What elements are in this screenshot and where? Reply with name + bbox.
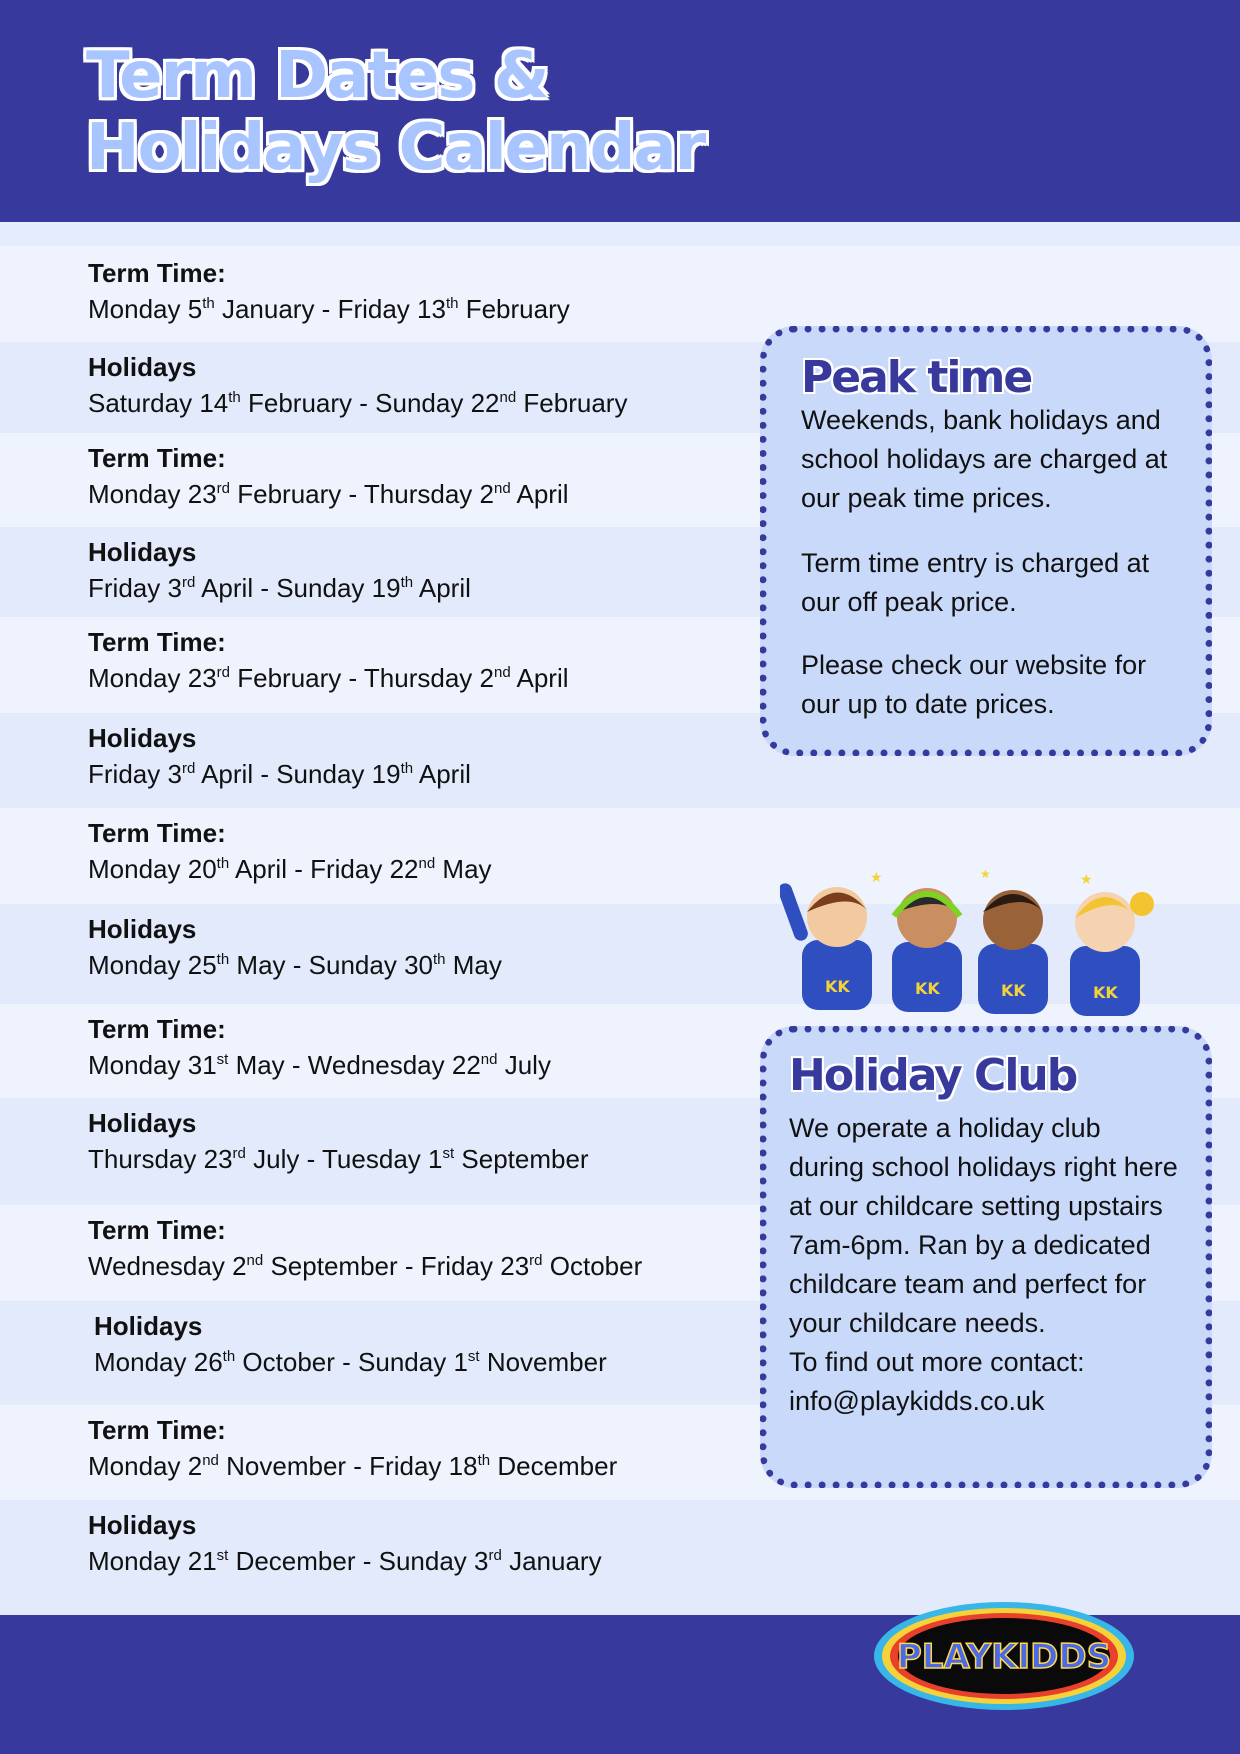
playkidds-logo: [872, 1600, 1136, 1712]
schedule-label: Term Time:: [88, 1415, 226, 1445]
page-title-line-1: Term Dates &: [86, 39, 548, 113]
peak-time-box: [760, 326, 1212, 756]
kid-1: [780, 881, 872, 1010]
schedule-dates: Monday 26th October - Sunday 1st November: [94, 1347, 607, 1377]
schedule-label: Term Time:: [88, 1014, 226, 1044]
schedule-label: Holidays: [88, 723, 197, 753]
schedule-label: Term Time:: [88, 1215, 226, 1245]
schedule-label: Holidays: [88, 352, 197, 382]
peak-time-title: Peak time: [801, 352, 1032, 403]
kid-badge-3: KK: [1001, 981, 1026, 1000]
kid-2: [892, 888, 962, 1012]
page-title: [86, 40, 704, 184]
schedule-label: Holidays: [88, 537, 197, 567]
holiday-club-contact-label: To find out more contact:: [789, 1347, 1085, 1377]
schedule-label: Term Time:: [88, 818, 226, 848]
schedule-label: Holidays: [94, 1311, 203, 1341]
page-title-line-2: Holidays Calendar: [86, 111, 705, 185]
schedule-dates: Monday 2nd November - Friday 18th December: [88, 1451, 618, 1481]
peak-time-text-2: Term time entry is charged at our off peak price.: [801, 548, 1150, 617]
schedule-dates: Monday 23rd February - Thursday 2nd April: [88, 663, 569, 693]
schedule-label: Holidays: [88, 1510, 197, 1540]
star-icon: ★: [1080, 871, 1093, 887]
schedule-label: Term Time:: [88, 443, 226, 473]
schedule-dates: Monday 31st May - Wednesday 22nd July: [88, 1050, 551, 1080]
schedule-dates: Monday 23rd February - Thursday 2nd April: [88, 479, 569, 509]
header-spacer: [0, 222, 1240, 246]
schedule-label: Term Time:: [88, 627, 226, 657]
holiday-club-text: We operate a holiday club during school holidays right here at our childcare setting upstairs 7am-6pm. Ran by a dedicated childcare team and perfect for your childcare needs.: [789, 1113, 1178, 1338]
peak-time-text-3: Please check our website for our up to date prices.: [801, 650, 1147, 719]
kid-badge-2: KK: [915, 979, 940, 998]
kid-4: [1070, 892, 1154, 1016]
schedule-dates: Monday 21st December - Sunday 3rd January: [88, 1546, 602, 1576]
logo-text: PLAYKIDDS: [896, 1637, 1112, 1677]
holiday-club-box: [760, 1026, 1212, 1488]
schedule-row: [0, 1500, 1240, 1615]
star-icon: ★: [870, 869, 883, 885]
holiday-club-email[interactable]: info@playkidds.co.uk: [789, 1386, 1045, 1416]
schedule-dates: Thursday 23rd July - Tuesday 1st September: [88, 1144, 589, 1174]
schedule-dates: Monday 25th May - Sunday 30th May: [88, 950, 502, 980]
peak-time-text-1: Weekends, bank holidays and school holidays are charged at our peak time prices.: [801, 405, 1168, 513]
schedule-dates: Friday 3rd April - Sunday 19th April: [88, 759, 471, 789]
schedule-dates: Monday 20th April - Friday 22nd May: [88, 854, 492, 884]
kid-badge-4: KK: [1093, 983, 1118, 1002]
star-icon: ★: [980, 867, 991, 881]
schedule-label: Holidays: [88, 914, 197, 944]
schedule-dates: Wednesday 2nd September - Friday 23rd October: [88, 1251, 643, 1281]
schedule-dates: Saturday 14th February - Sunday 22nd February: [88, 388, 628, 418]
kid-badge-1: KK: [825, 977, 850, 996]
kid-3: [978, 890, 1048, 1014]
holiday-club-title: Holiday Club: [789, 1050, 1077, 1101]
schedule-label: Term Time:: [88, 258, 226, 288]
kids-illustration: [780, 862, 1175, 1030]
schedule-dates: Friday 3rd April - Sunday 19th April: [88, 573, 471, 603]
schedule-dates: Monday 5th January - Friday 13th February: [88, 294, 570, 324]
schedule-label: Holidays: [88, 1108, 197, 1138]
